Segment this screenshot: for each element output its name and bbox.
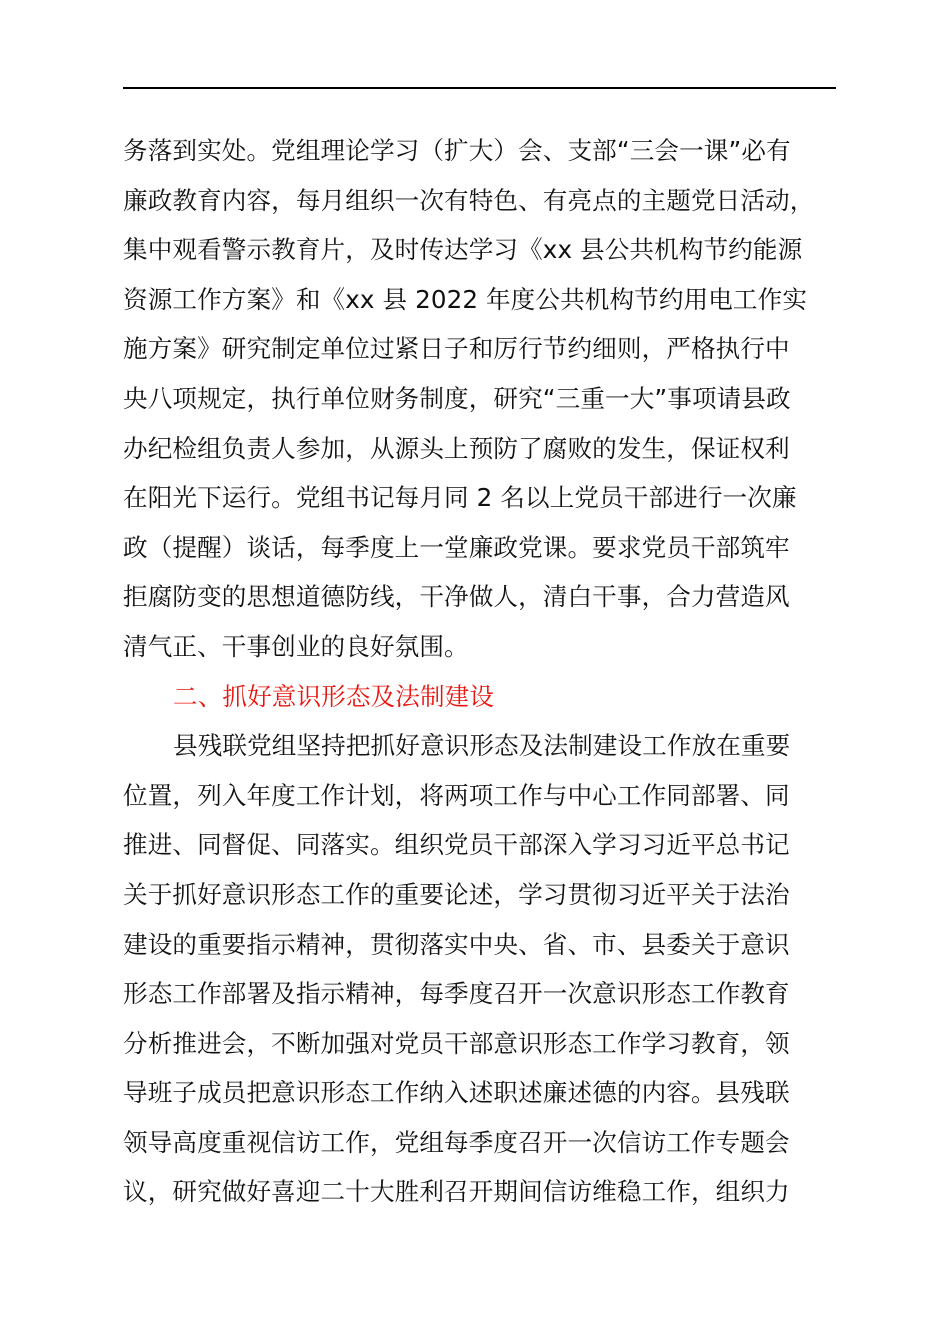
- paragraph-integrity-education: [123, 126, 843, 672]
- text-line: 在阳光下运行。党组书记每月同 2 名以上党员干部进行一次廉: [123, 483, 797, 513]
- text-line: 务落到实处。党组理论学习（扩大）会、支部“三会一课”必有: [123, 136, 791, 165]
- text-line: 县残联党组坚持把抓好意识形态及法制建设工作放在重要: [173, 731, 791, 761]
- text-line: 位置，列入年度工作计划，将两项工作与中心工作同部署、同: [123, 780, 790, 810]
- text-line: 拒腐防变的思想道德防线，干净做人，清白干事，合力营造风: [123, 582, 790, 612]
- header-divider: [123, 87, 836, 89]
- text-line: 领导高度重视信访工作，党组每季度召开一次信访工作专题会: [123, 1127, 790, 1157]
- text-line: 央八项规定，执行单位财务制度，研究“三重一大”事项请县政: [123, 383, 791, 413]
- text-line: 办纪检组负责人参加，从源头上预防了腐败的发生，保证权利: [123, 433, 790, 463]
- section-heading: 二、抓好意识形态及法制建设: [173, 681, 495, 711]
- text-line: 形态工作部署及指示精神，每季度召开一次意识形态工作教育: [123, 979, 790, 1009]
- text-line: 分析推进会，不断加强对党员干部意识形态工作学习教育，领: [123, 1028, 790, 1058]
- text-line: 政（提醒）谈话，每季度上一堂廉政党课。要求党员干部筑牢: [123, 532, 790, 562]
- text-line: 关于抓好意识形态工作的重要论述，学习贯彻习近平关于法治: [123, 879, 790, 909]
- document-body: [123, 126, 843, 1217]
- paragraph-ideology-legal: [123, 721, 843, 1217]
- text-line: 集中观看警示教育片，及时传达学习《xx 县公共机构节约能源: [123, 235, 803, 265]
- text-line: 推进、同督促、同落实。组织党员干部深入学习习近平总书记: [123, 830, 790, 860]
- text-line: 清气正、干事创业的良好氛围。: [123, 631, 469, 661]
- text-line: 建设的重要指示精神，贯彻落实中央、省、市、县委关于意识: [123, 929, 790, 959]
- text-line: 资源工作方案》和《xx 县 2022 年度公共机构节约用电工作实: [123, 284, 808, 314]
- text-line: 廉政教育内容，每月组织一次有特色、有亮点的主题党日活动，: [123, 185, 815, 215]
- text-line: 施方案》研究制定单位过紧日子和厉行节约细则，严格执行中: [123, 334, 790, 364]
- text-line: 导班子成员把意识形态工作纳入述职述廉述德的内容。县残联: [123, 1078, 790, 1108]
- text-line: 议，研究做好喜迎二十大胜利召开期间信访维稳工作，组织力: [123, 1177, 790, 1207]
